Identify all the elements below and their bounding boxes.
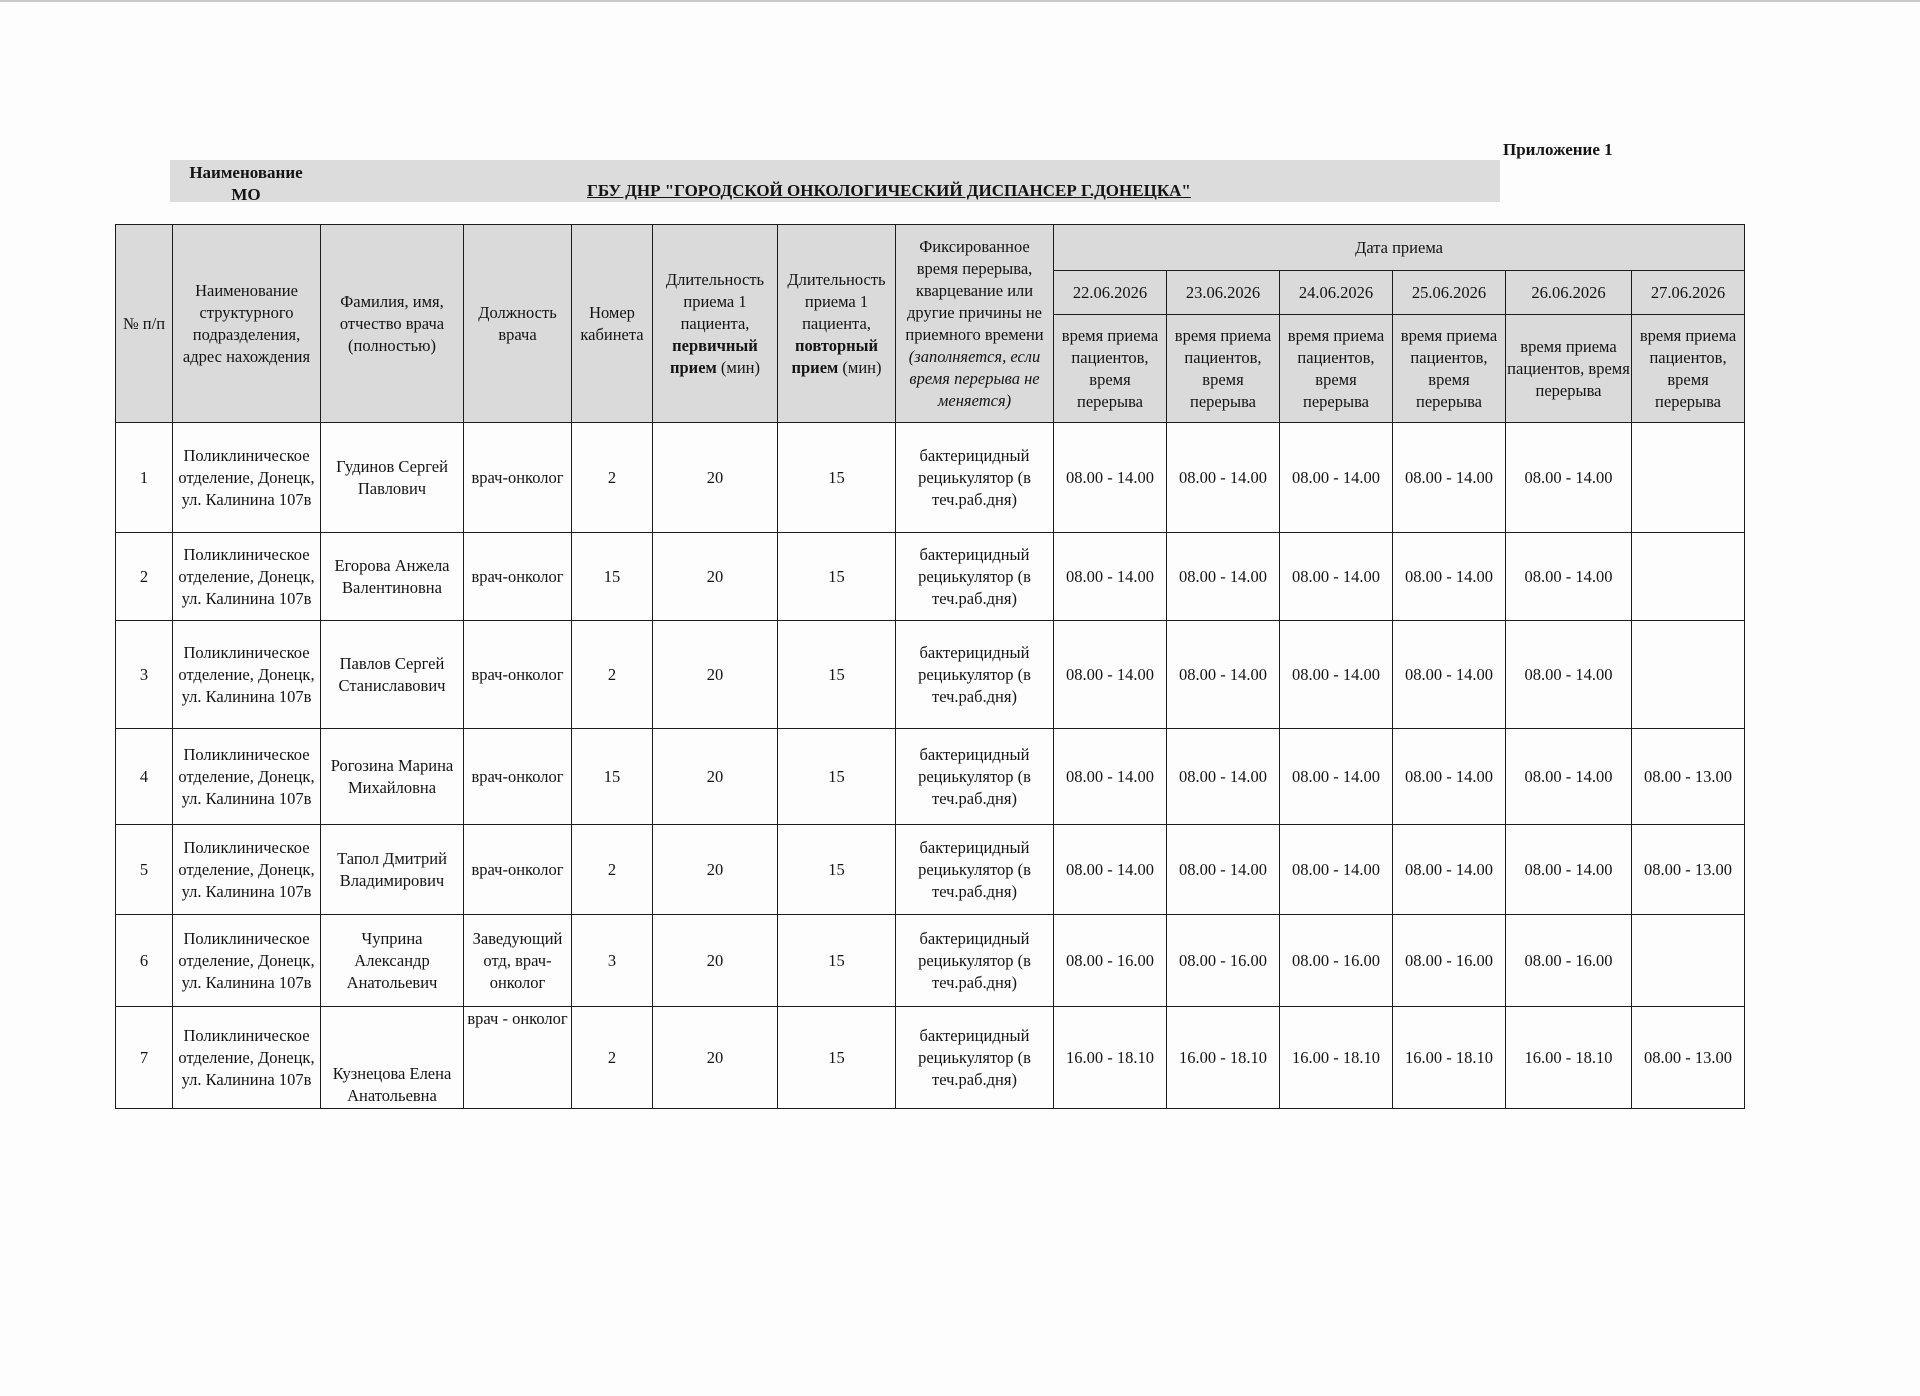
doctor-name-cell: Рогозина Марина Михайловна xyxy=(321,729,464,825)
col-header-doctor: Фамилия, имя, отчество врача (полностью) xyxy=(321,225,464,423)
appointment-time-cell: 08.00 - 16.00 xyxy=(1167,915,1280,1007)
date-header: 23.06.2026 xyxy=(1167,271,1280,315)
primary-duration-cell: 20 xyxy=(653,621,778,729)
room-cell: 3 xyxy=(572,915,653,1007)
room-cell: 2 xyxy=(572,423,653,533)
position-cell: врач-онколог xyxy=(464,729,572,825)
break-cell: бактерицидный рециькулятор (в теч.раб.дня) xyxy=(896,621,1054,729)
primary-duration-cell: 20 xyxy=(653,533,778,621)
unit-cell: Поликлиническое отделение, Донецк, ул. Калинина 107в xyxy=(173,1007,321,1109)
break-cell: бактерицидный рециькулятор (в теч.раб.дня) xyxy=(896,825,1054,915)
col-header-repeat xyxy=(778,225,896,423)
break-cell: бактерицидный рециькулятор (в теч.раб.дня) xyxy=(896,533,1054,621)
appointment-time-cell: 08.00 - 16.00 xyxy=(1054,915,1167,1007)
time-subheader: время приема пациентов, время перерыва xyxy=(1506,315,1632,423)
appointment-time-cell: 08.00 - 14.00 xyxy=(1280,825,1393,915)
appointment-time-cell: 08.00 - 13.00 xyxy=(1632,729,1745,825)
appointment-time-cell: 16.00 - 18.10 xyxy=(1167,1007,1280,1109)
appointment-time-cell: 08.00 - 14.00 xyxy=(1393,533,1506,621)
appointment-time-cell: 08.00 - 14.00 xyxy=(1393,621,1506,729)
break-cell: бактерицидный рециькулятор (в теч.раб.дня) xyxy=(896,729,1054,825)
row-number: 6 xyxy=(116,915,173,1007)
col-header-break xyxy=(896,225,1054,423)
row-number: 2 xyxy=(116,533,173,621)
col-header-room: Номер кабинета xyxy=(572,225,653,423)
appointment-time-cell: 16.00 - 18.10 xyxy=(1393,1007,1506,1109)
organization-name: ГБУ ДНР "ГОРОДСКОЙ ОНКОЛОГИЧЕСКИЙ ДИСПАНСЕР Г.ДОНЕЦКА" xyxy=(587,181,1191,200)
appointment-time-cell: 08.00 - 14.00 xyxy=(1393,423,1506,533)
unit-cell: Поликлиническое отделение, Донецк, ул. Калинина 107в xyxy=(173,825,321,915)
room-cell: 15 xyxy=(572,729,653,825)
col-header-primary xyxy=(653,225,778,423)
scan-edge-line xyxy=(0,0,1920,2)
doctor-name-cell: Кузнецова Елена Анатольевна xyxy=(321,1007,464,1109)
table-row xyxy=(116,729,1745,825)
table-row xyxy=(116,621,1745,729)
appointment-time-cell: 08.00 - 14.00 xyxy=(1054,621,1167,729)
position-cell: врач-онколог xyxy=(464,423,572,533)
primary-text: Длительность приема 1 пациента, xyxy=(665,269,765,333)
appointment-time-cell: 16.00 - 18.10 xyxy=(1506,1007,1632,1109)
unit-cell: Поликлиническое отделение, Донецк, ул. Калинина 107в xyxy=(173,915,321,1007)
appointment-time-cell: 08.00 - 14.00 xyxy=(1054,423,1167,533)
doctor-name-cell: Павлов Сергей Станиславович xyxy=(321,621,464,729)
appointment-time-cell: 08.00 - 14.00 xyxy=(1280,729,1393,825)
appointment-time-cell: 08.00 - 14.00 xyxy=(1054,729,1167,825)
row-number: 7 xyxy=(116,1007,173,1109)
table-row xyxy=(116,1007,1745,1109)
time-subheader: время приема пациентов, время перерыва xyxy=(1054,315,1167,423)
unit-cell: Поликлиническое отделение, Донецк, ул. Калинина 107в xyxy=(173,533,321,621)
room-cell: 2 xyxy=(572,621,653,729)
appendix-label: Приложение 1 xyxy=(1503,140,1613,159)
appointment-time-cell: 08.00 - 14.00 xyxy=(1280,621,1393,729)
row-number: 1 xyxy=(116,423,173,533)
appointment-time-cell: 08.00 - 14.00 xyxy=(1506,423,1632,533)
break-cell: бактерицидный рециькулятор (в теч.раб.дня) xyxy=(896,915,1054,1007)
repeat-emphasis: повторный прием xyxy=(791,335,879,377)
repeat-duration-cell: 15 xyxy=(778,729,896,825)
appointment-time-cell: 08.00 - 14.00 xyxy=(1280,533,1393,621)
table-body xyxy=(116,423,1745,1109)
appointment-time-cell: 08.00 - 14.00 xyxy=(1054,533,1167,621)
time-subheader: время приема пациентов, время перерыва xyxy=(1632,315,1745,423)
col-header-unit: Наименование структурного подразделения, адрес нахождения xyxy=(173,225,321,423)
date-header: 27.06.2026 xyxy=(1632,271,1745,315)
repeat-duration-cell: 15 xyxy=(778,915,896,1007)
repeat-duration-cell: 15 xyxy=(778,1007,896,1109)
date-header: 24.06.2026 xyxy=(1280,271,1393,315)
appointment-time-cell: 08.00 - 16.00 xyxy=(1506,915,1632,1007)
repeat-unit: (мин) xyxy=(842,357,882,377)
repeat-text: Длительность приема 1 пациента, xyxy=(787,269,886,333)
row-number: 4 xyxy=(116,729,173,825)
repeat-duration-cell: 15 xyxy=(778,825,896,915)
appointment-time-cell: 08.00 - 14.00 xyxy=(1054,825,1167,915)
appointment-time-cell: 08.00 - 14.00 xyxy=(1167,729,1280,825)
primary-duration-cell: 20 xyxy=(653,729,778,825)
appointment-time-cell: 08.00 - 14.00 xyxy=(1506,621,1632,729)
appointment-time-cell: 08.00 - 14.00 xyxy=(1506,533,1632,621)
table-row xyxy=(116,825,1745,915)
table-row xyxy=(116,915,1745,1007)
appointment-time-cell xyxy=(1632,533,1745,621)
primary-emphasis: первичный прием xyxy=(670,335,758,377)
table-row xyxy=(116,533,1745,621)
time-subheader: время приема пациентов, время перерыва xyxy=(1167,315,1280,423)
appointment-time-cell: 08.00 - 14.00 xyxy=(1393,825,1506,915)
table-row xyxy=(116,423,1745,533)
appointment-time-cell: 16.00 - 18.10 xyxy=(1054,1007,1167,1109)
position-cell: врач-онколог xyxy=(464,533,572,621)
doctor-name-cell: Тапол Дмитрий Владимирович xyxy=(321,825,464,915)
appointment-time-cell: 08.00 - 16.00 xyxy=(1393,915,1506,1007)
primary-duration-cell: 20 xyxy=(653,825,778,915)
date-header: 22.06.2026 xyxy=(1054,271,1167,315)
primary-duration-cell: 20 xyxy=(653,1007,778,1109)
col-header-num: № п/п xyxy=(116,225,173,423)
position-cell: врач-онколог xyxy=(464,825,572,915)
mo-label: Наименование МО xyxy=(189,163,303,204)
appointment-time-cell: 08.00 - 14.00 xyxy=(1393,729,1506,825)
appointment-time-cell: 08.00 - 13.00 xyxy=(1632,1007,1745,1109)
date-header: 26.06.2026 xyxy=(1506,271,1632,315)
break-cell: бактерицидный рециькулятор (в теч.раб.дня) xyxy=(896,423,1054,533)
appointment-time-cell: 08.00 - 13.00 xyxy=(1632,825,1745,915)
appointment-time-cell: 08.00 - 14.00 xyxy=(1280,423,1393,533)
appointment-time-cell: 08.00 - 14.00 xyxy=(1167,825,1280,915)
appointment-time-cell: 08.00 - 14.00 xyxy=(1506,825,1632,915)
position-cell: врач-онколог xyxy=(464,621,572,729)
row-number: 3 xyxy=(116,621,173,729)
room-cell: 2 xyxy=(572,825,653,915)
doctor-name-cell: Егорова Анжела Валентиновна xyxy=(321,533,464,621)
position-cell: Заведующий отд, врач-онколог xyxy=(464,915,572,1007)
break-cell: бактерицидный рециькулятор (в теч.раб.дня) xyxy=(896,1007,1054,1109)
appointment-time-cell: 08.00 - 14.00 xyxy=(1167,533,1280,621)
appointment-time-cell: 16.00 - 18.10 xyxy=(1280,1007,1393,1109)
break-note: (заполняется, если время перерыва не меняется) xyxy=(908,346,1041,410)
repeat-duration-cell: 15 xyxy=(778,423,896,533)
room-cell: 2 xyxy=(572,1007,653,1109)
repeat-duration-cell: 15 xyxy=(778,533,896,621)
primary-duration-cell: 20 xyxy=(653,423,778,533)
appointment-time-cell: 08.00 - 16.00 xyxy=(1280,915,1393,1007)
time-subheader: время приема пациентов, время перерыва xyxy=(1393,315,1506,423)
col-header-position: Должность врача xyxy=(464,225,572,423)
appointment-time-cell: 08.00 - 14.00 xyxy=(1167,621,1280,729)
unit-cell: Поликлиническое отделение, Донецк, ул. Калинина 107в xyxy=(173,621,321,729)
break-text: Фиксированное время перерыва, кварцевание или другие причины не приемного времени xyxy=(905,236,1044,344)
appointment-time-cell: 08.00 - 14.00 xyxy=(1506,729,1632,825)
appointment-time-cell xyxy=(1632,621,1745,729)
doctor-name-cell: Чуприна Александр Анатольевич xyxy=(321,915,464,1007)
col-header-date-group: Дата приема xyxy=(1054,225,1745,271)
date-header: 25.06.2026 xyxy=(1393,271,1506,315)
position-cell: врач - онколог xyxy=(464,1007,572,1109)
appointment-time-cell xyxy=(1632,423,1745,533)
unit-cell: Поликлиническое отделение, Донецк, ул. Калинина 107в xyxy=(173,729,321,825)
appointment-time-cell: 08.00 - 14.00 xyxy=(1167,423,1280,533)
room-cell: 15 xyxy=(572,533,653,621)
primary-duration-cell: 20 xyxy=(653,915,778,1007)
row-number: 5 xyxy=(116,825,173,915)
table-header xyxy=(116,225,1745,423)
schedule-table xyxy=(115,224,1745,1109)
unit-cell: Поликлиническое отделение, Донецк, ул. Калинина 107в xyxy=(173,423,321,533)
doctor-name-cell: Гудинов Сергей Павлович xyxy=(321,423,464,533)
primary-unit: (мин) xyxy=(720,357,760,377)
appointment-time-cell xyxy=(1632,915,1745,1007)
repeat-duration-cell: 15 xyxy=(778,621,896,729)
time-subheader: время приема пациентов, время перерыва xyxy=(1280,315,1393,423)
